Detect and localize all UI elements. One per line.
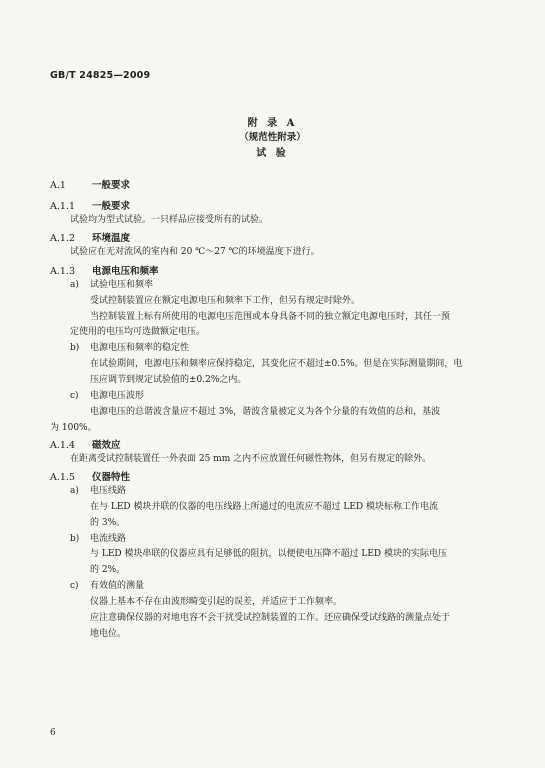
list-item-title: 试验电压和频率	[90, 280, 154, 290]
section-number: A.1.3	[50, 266, 75, 277]
section-title: 一般要求	[92, 201, 131, 212]
paragraph: 在与 LED 模块并联的仪器的电压线路上所通过的电流应不超过 LED 模块标称工作电流	[90, 502, 438, 512]
section-title: 磁效应	[92, 440, 121, 451]
section-number: A.1	[50, 180, 66, 191]
section-number: A.1.1	[50, 201, 75, 212]
paragraph: 电源电压的总谐波含量应不超过 3%，谐波含量被定义为各个分量的有效值的总和，基波	[90, 407, 441, 417]
section-a14-heading	[50, 437, 121, 451]
section-a11-heading	[50, 198, 130, 212]
section-title: 一般要求	[92, 180, 131, 191]
paragraph-continuation: 压应调节到规定试验值的±0.2%之内。	[90, 375, 247, 385]
paragraph-continuation: 地电位。	[90, 629, 127, 639]
paragraph-continuation: 的 2%。	[90, 565, 126, 575]
annex-subtitle: 试 验	[256, 148, 289, 159]
list-item-title: 电源电压和频率的稳定性	[90, 343, 190, 353]
paragraph: 试验均为型式试验。一只样品应接受所有的试验。	[70, 215, 269, 225]
section-number: A.1.2	[50, 233, 75, 244]
list-label: b)	[70, 343, 80, 353]
paragraph: 仪器上基本不存在由波形畸变引起的误差，并适应于工作频率。	[90, 597, 343, 607]
paragraph: 试验应在无对流风的室内和 20 ℃～27 ℃的环境温度下进行。	[70, 247, 320, 257]
paragraph: 当控制装置上标有所使用的电源电压范围或本身具备不同的独立额定电源电压时，其任一预	[90, 312, 451, 322]
paragraph: 受试控制装置应在额定电源电压和频率下工作，但另有规定时除外。	[90, 296, 361, 306]
section-title: 电源电压和频率	[92, 266, 159, 277]
list-label: c)	[70, 391, 79, 401]
list-item-title: 有效值的测量	[90, 581, 145, 591]
paragraph: 应注意确保仪器的对地电容不会干扰受试控制装置的工作。还应确保受试线路的测量点处于	[90, 613, 451, 623]
section-number: A.1.4	[50, 440, 75, 451]
list-item-title: 电压线路	[90, 486, 127, 496]
section-a12-heading	[50, 230, 130, 244]
list-label: a)	[70, 280, 79, 290]
list-label: c)	[70, 581, 79, 591]
annex-normative: （规范性附录）	[239, 132, 306, 143]
section-title: 环境温度	[92, 233, 131, 244]
section-a13-heading	[50, 263, 159, 277]
paragraph: 与 LED 模块串联的仪器应具有足够低的阻抗，以便使电压降不超过 LED 模块的实际电压	[90, 549, 447, 559]
list-label: a)	[70, 486, 79, 496]
list-label: b)	[70, 534, 80, 544]
list-item-title: 电流线路	[90, 534, 127, 544]
section-title: 仪器特性	[92, 472, 131, 483]
section-number: A.1.5	[50, 472, 75, 483]
standard-number: GB/T 24825—2009	[50, 70, 151, 81]
paragraph: 在距离受试控制装置任一外表面 25 mm 之内不应放置任何磁性物体，但另有规定的除外。	[70, 454, 432, 464]
section-a15-heading	[50, 469, 130, 483]
section-a1-heading	[50, 177, 130, 191]
paragraph: 在试验期间，电源电压和频率应保持稳定，其变化应不超过±0.5%。但是在实际测量期间，电	[90, 359, 463, 369]
page-number: 6	[50, 728, 56, 738]
annex-title: 附 录 A	[247, 118, 298, 129]
paragraph-continuation: 的 3%。	[90, 518, 126, 528]
paragraph-continuation: 定使用的电压均可选做额定电压。	[70, 327, 206, 337]
list-item-title: 电源电压波形	[90, 391, 145, 401]
paragraph-continuation: 为 100%。	[50, 423, 97, 433]
